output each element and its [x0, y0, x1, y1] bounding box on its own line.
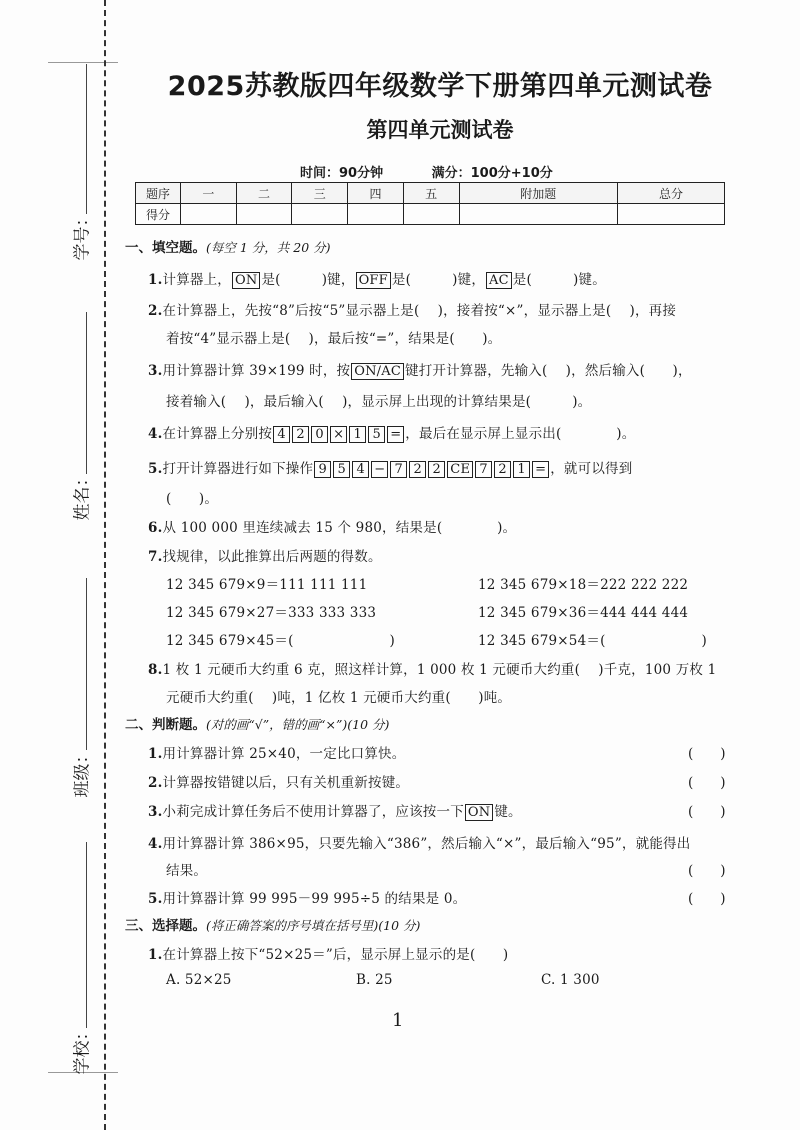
score-cell: 四: [348, 183, 404, 204]
question-text: 用计算器计算 25×40，一定比口算快。: [162, 746, 406, 762]
name-label: 姓名：: [72, 469, 93, 521]
question-number: 1.: [148, 272, 163, 288]
school-label: 学校：: [72, 1023, 93, 1075]
question-2-line-2: 着按“4”显示器上是( )，最后按“=”，结果是( )。: [166, 331, 502, 347]
question-text: 小莉完成计算任务后不使用计算器了，应该按一下: [162, 804, 464, 820]
score-cell: 得分: [136, 204, 181, 225]
on-ac-key-box: ON/AC: [351, 363, 404, 380]
class-label: 班级：: [72, 746, 93, 798]
score-input-cell[interactable]: [181, 204, 237, 225]
pattern-right-blank: 12 345 679×54＝( ): [478, 633, 707, 649]
judge-4-line-2: 结果。: [166, 863, 208, 879]
question-text: 在计算器上按下“52×25＝”后，显示屏上显示的是( ): [162, 947, 509, 963]
question-text: 是( )键。: [512, 272, 606, 288]
question-number: 3.: [148, 804, 163, 820]
calc-key-box: 9: [314, 461, 331, 478]
question-number: 1.: [148, 746, 163, 762]
answer-paren[interactable]: ( ): [688, 863, 726, 879]
question-3-line-2: 接着输入( )，最后输入( )，显示屏上出现的计算结果是( )。: [166, 394, 592, 410]
exam-time: 时间：90分钟: [300, 166, 384, 181]
question-text: 1 枚 1 元硬币大约重 6 克，照这样计算，1 000 枚 1 元硬币大约重( )千克，100 万枚 1: [162, 662, 717, 678]
ac-key-box: AC: [486, 272, 512, 289]
question-1: [148, 268, 606, 289]
question-text: 键。: [494, 804, 522, 820]
exam-title: 2025苏教版四年级数学下册第四单元测试卷: [167, 71, 713, 102]
question-8-line-2: 元硬币大约重( )吨，1 亿枚 1 元硬币大约重( )吨。: [166, 690, 512, 706]
choice-1: [148, 943, 508, 963]
question-8: [148, 658, 716, 678]
question-text: 找规律，以此推算出后两题的得数。: [162, 549, 382, 565]
answer-paren[interactable]: ( ): [688, 746, 726, 762]
calc-key-box: 5: [333, 461, 350, 478]
calc-key-box: −: [371, 461, 388, 478]
question-text: ，最后在显示屏上显示出( )。: [405, 426, 636, 442]
question-text: 用计算器计算 386×95，只要先输入“386”，然后输入“×”，最后输入“95”，就能得出: [162, 836, 691, 852]
school-blank: [86, 842, 87, 1028]
section-title-text: 二、判断题。: [125, 717, 206, 733]
calc-key-box: =: [387, 426, 404, 443]
question-6: [148, 516, 516, 536]
calc-key-box: 4: [352, 461, 369, 478]
question-7: [148, 545, 382, 565]
question-2: [148, 299, 676, 319]
calc-key-box: CE: [447, 461, 473, 478]
question-number: 8.: [148, 662, 163, 678]
option-b[interactable]: B. 25: [356, 972, 393, 988]
on-key-box: ON: [465, 804, 493, 821]
section-note: (对的画“√”，错的画“×”)(10 分): [206, 717, 390, 732]
question-number: 1.: [148, 947, 163, 963]
section-note: (将正确答案的序号填在括号里)(10 分): [206, 918, 421, 933]
exam-full-score: 满分：100分+10分: [431, 166, 553, 181]
calc-key-box: =: [532, 461, 549, 478]
question-text: 键打开计算器，先输入( )，然后输入( )，: [405, 363, 692, 379]
question-4: [148, 422, 635, 443]
score-table: [135, 182, 725, 225]
score-cell: 二: [236, 183, 292, 204]
student-no-blank: [86, 64, 87, 214]
question-5-line-2: ( )。: [166, 491, 219, 507]
question-text: 在计算器上分别按: [162, 426, 273, 442]
calc-key-box: 2: [428, 461, 445, 478]
calc-key-box: 4: [273, 426, 290, 443]
exam-meta: [300, 162, 597, 181]
question-text: 是( )键，: [391, 272, 486, 288]
question-number: 4.: [148, 836, 163, 852]
score-cell: 五: [403, 183, 459, 204]
judge-3: [148, 800, 522, 821]
score-input-cell[interactable]: [459, 204, 617, 225]
judge-4: [148, 832, 690, 852]
question-number: 2.: [148, 303, 163, 319]
score-input-cell[interactable]: [617, 204, 724, 225]
question-text: 用计算器计算 39×199 时，按: [162, 363, 351, 379]
question-text: 在计算器上，先按“8”后按“5”显示器上是( )，接着按“×”，显示器上是( )，再接: [162, 303, 677, 319]
answer-paren[interactable]: ( ): [688, 804, 726, 820]
pattern-left: 12 345 679×27＝333 333 333: [166, 605, 377, 621]
question-number: 2.: [148, 775, 163, 791]
calc-key-box: 1: [349, 426, 366, 443]
option-a[interactable]: A. 52×25: [166, 972, 232, 988]
calc-key-box: 0: [311, 426, 328, 443]
score-input-cell[interactable]: [403, 204, 459, 225]
score-cell: 附加题: [459, 183, 617, 204]
question-number: 6.: [148, 520, 163, 536]
score-input-cell[interactable]: [292, 204, 348, 225]
score-table-score-row: [136, 204, 725, 225]
binding-dashed-line: [104, 0, 106, 1130]
calc-key-box: 7: [475, 461, 492, 478]
question-text: ，就可以得到: [550, 461, 633, 477]
student-no-label: 学号：: [72, 209, 93, 261]
question-3: [148, 359, 692, 380]
question-number: 4.: [148, 426, 163, 442]
calc-key-box: 1: [513, 461, 530, 478]
name-blank: [86, 312, 87, 474]
question-text: 用计算器计算 99 995－99 995÷5 的结果是 0。: [162, 891, 467, 907]
score-input-cell[interactable]: [236, 204, 292, 225]
score-cell: 一: [181, 183, 237, 204]
answer-paren[interactable]: ( ): [688, 775, 726, 791]
calc-key-box: 7: [390, 461, 407, 478]
calc-key-box: 5: [368, 426, 385, 443]
question-text: 从 100 000 里连续减去 15 个 980，结果是( )。: [162, 520, 517, 536]
judge-5: [148, 887, 466, 907]
binding-top-rule: [48, 62, 118, 63]
section-3-title: [125, 914, 420, 934]
on-key-box: ON: [232, 272, 260, 289]
exam-subtitle: 第四单元测试卷: [366, 118, 514, 142]
off-key-box: OFF: [356, 272, 391, 289]
question-5: [148, 457, 632, 478]
option-c[interactable]: C. 1 300: [541, 972, 600, 988]
page-number: 1: [392, 1010, 404, 1031]
answer-paren[interactable]: ( ): [688, 891, 726, 907]
judge-2: [148, 771, 409, 791]
score-cell: 三: [292, 183, 348, 204]
question-text: 计算器按错键以后，只有关机重新按键。: [162, 775, 410, 791]
class-blank: [86, 578, 87, 750]
calc-key-box: ×: [330, 426, 347, 443]
question-number: 5.: [148, 461, 163, 477]
question-number: 3.: [148, 363, 163, 379]
section-title-text: 一、填空题。: [125, 240, 206, 256]
question-number: 7.: [148, 549, 163, 565]
question-number: 5.: [148, 891, 163, 907]
pattern-right: 12 345 679×18＝222 222 222: [478, 577, 689, 593]
calc-key-box: 2: [494, 461, 511, 478]
score-table-header-row: [136, 183, 725, 204]
calc-key-box: 2: [409, 461, 426, 478]
pattern-left: 12 345 679×9＝111 111 111: [166, 577, 368, 593]
section-2-title: [125, 713, 389, 733]
calc-key-box: 2: [292, 426, 309, 443]
question-text: 计算器上，: [162, 272, 231, 288]
question-text: 是( )键，: [261, 272, 355, 288]
score-cell: 题序: [136, 183, 181, 204]
section-1-title: [125, 236, 331, 256]
question-text: 打开计算器进行如下操作: [162, 461, 314, 477]
judge-1: [148, 742, 405, 762]
section-note: (每空 1 分，共 20 分): [206, 240, 331, 255]
pattern-right: 12 345 679×36＝444 444 444: [478, 605, 689, 621]
score-cell: 总分: [617, 183, 724, 204]
score-input-cell[interactable]: [348, 204, 404, 225]
section-title-text: 三、选择题。: [125, 918, 206, 934]
pattern-left-blank: 12 345 679×45＝( ): [166, 633, 395, 649]
